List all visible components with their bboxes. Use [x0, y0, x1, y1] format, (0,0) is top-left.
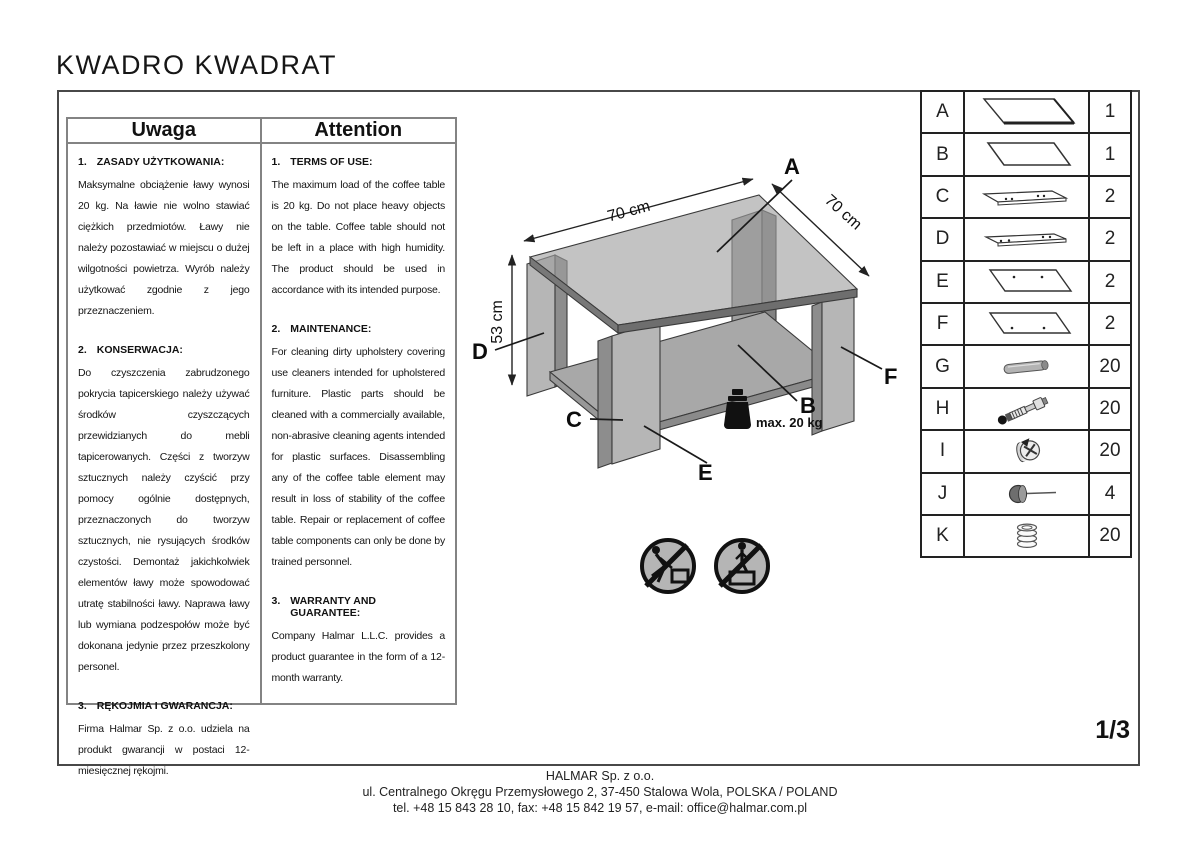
table-row: [922, 516, 1132, 558]
notice-section: 2. MAINTENANCE: For cleaning dirty upholstery covering use cleaners intended for upholstered furniture. Plastic parts should be cleaned with a commercially available, non-abrasive cleaning agents intended for plastic surfaces. Disassembling any of the coffee table element may result in loss of stability of the coffee table. Repair or replacement of coffee table components can only be done by trained personnel.: [272, 323, 446, 573]
section-body: Maksymalne obciążenie ławy wynosi 20 kg. Na ławie nie wolno stawiać ciężkich przedmiotów. Ławy nie należy pozostawiać w miejscu o dużej wilgotności powietrza. Wyrób należy użytkować zgodnie z jego przeznaczeniem.: [78, 179, 250, 317]
part-label: K: [922, 516, 965, 558]
table-row: [922, 431, 1132, 473]
part-qty: 2: [1090, 177, 1132, 219]
part-label: J: [922, 474, 965, 516]
table-row: [922, 262, 1132, 304]
sleeve-icon: [965, 516, 1090, 558]
cam-bolt-icon: [965, 389, 1090, 431]
part-qty: 2: [1090, 304, 1132, 346]
leg-panel-icon: [965, 262, 1090, 304]
section-body: Firma Halmar Sp. z o.o. udziela na produkt gwarancji w postaci 12-miesięcznej rękojmi.: [78, 723, 250, 777]
notice-section: 3. WARRANTY AND GUARANTEE: Company Halmar L.L.C. provides a product guarantee in the form of a 12-month warranty.: [272, 595, 446, 689]
page-number: 1/3: [1095, 716, 1130, 744]
part-label: G: [922, 346, 965, 388]
section-body: Company Halmar L.L.C. provides a product guarantee in the form of a 12-month warranty.: [271, 630, 445, 684]
part-qty: 20: [1090, 516, 1132, 558]
part-qty: 1: [1090, 92, 1132, 134]
part-qty: 1: [1090, 134, 1132, 176]
footer-contact: tel. +48 15 843 28 10, fax: +48 15 842 19 57, e-mail: office@halmar.com.pl: [392, 801, 808, 815]
part-label: A: [922, 92, 965, 134]
page-title: KWADRO KWADRAT: [56, 50, 337, 80]
notice-box: [66, 117, 457, 777]
part-label: E: [922, 262, 965, 304]
diagram-label-b: B: [800, 393, 816, 418]
table-row: [922, 304, 1132, 346]
diagram-label-e: E: [698, 460, 713, 485]
table-row: [922, 92, 1132, 134]
cam-lock-icon: [965, 431, 1090, 473]
table-row: [922, 134, 1132, 176]
top-panel-icon: [965, 92, 1090, 134]
footer-address: ul. Centralnego Okręgu Przemysłowego 2, 37-450 Stalowa Wola, POLSKA / POLAND: [362, 785, 838, 799]
part-label: B: [922, 134, 965, 176]
parts-table: [920, 90, 1132, 558]
shelf-panel-icon: [965, 134, 1090, 176]
diagram-label-d: D: [472, 339, 488, 364]
prohibition-signs: [632, 532, 782, 602]
max-load-label: max. 20 kg: [756, 415, 823, 430]
part-qty: 20: [1090, 346, 1132, 388]
section-body: The maximum load of the coffee table is 20 kg. Do not place heavy objects on the table. Coffee table should not be left in a place with high humidity. The product should be used in accordance with its intended purpose.: [271, 179, 445, 296]
part-qty: 2: [1090, 262, 1132, 304]
dimension-height-label: 53 cm: [489, 300, 506, 344]
notice-section: 3. RĘKOJMIA I GWARANCJA: Firma Halmar Sp. z o.o. udziela na produkt gwarancji w postaci 12-miesięcznej rękojmi.: [78, 700, 250, 782]
part-label: F: [922, 304, 965, 346]
table-row: [922, 177, 1132, 219]
table-row: [922, 389, 1132, 431]
part-label: D: [922, 219, 965, 261]
leg-panel-icon: [965, 304, 1090, 346]
no-leaning-icon: [642, 540, 694, 592]
part-label: I: [922, 431, 965, 473]
diagram-label-c: C: [566, 407, 582, 432]
diagram-label-a: A: [784, 154, 800, 179]
notice-section: 1. TERMS OF USE: The maximum load of the coffee table is 20 kg. Do not place heavy objects on the table. Coffee table should not be left in a place with high humidity. The product should be used in accordance with its intended purpose.: [272, 156, 446, 301]
notice-column-english: [262, 119, 456, 703]
section-body: Do czyszczenia zabrudzonego pokrycia tapicerskiego należy używać środków czyszczących przewidzianych do mebli tapicerowanych. Części z tworzyw sztucznych należy czyścić przy pomocy ogólnie dostępnych, przeznaczonych do tworzyw sztucznych, nie rysujących środków czystości. Demontaż jakichkolwiek elementów ławy może spowodować utratę stabilności ławy. Naprawa ławy lub wymiana podzespołów może być dokonana jedynie przez przeszkolony personel.: [78, 367, 250, 673]
section-body: For cleaning dirty upholstery covering use cleaners intended for upholstered furniture. Plastic parts should be cleaned with a commercially available, non-abrasive cleaning agents intended for plastic surfaces. Disassembling any of the coffee table element may result in loss of stability of the coffee table. Repair or replacement of coffee table components can only be done by trained personnel.: [271, 346, 445, 568]
dimension-width-label: 70 cm: [605, 197, 653, 226]
part-qty: 20: [1090, 389, 1132, 431]
notice-header-pl: Uwaga: [68, 119, 260, 144]
rail-strip-icon: [965, 177, 1090, 219]
no-standing-icon: [716, 540, 768, 592]
table-row: [922, 219, 1132, 261]
part-qty: 2: [1090, 219, 1132, 261]
coffee-table-diagram: [470, 140, 910, 490]
table-row: [922, 474, 1132, 516]
part-label: C: [922, 177, 965, 219]
part-qty: 4: [1090, 474, 1132, 516]
notice-header-en: Attention: [262, 119, 456, 144]
wooden-dowel-icon: [965, 346, 1090, 388]
notice-section: 2. KONSERWACJA: Do czyszczenia zabrudzonego pokrycia tapicerskiego należy używać środków czyszczących przewidzianych do mebli tapicerowanych. Części z tworzyw sztucznych należy czyścić przy pomocy ogólnie dostępnych, przeznaczonych do tworzyw sztucznych, nie rysujących środków czystości. Demontaż jakichkolwiek elementów ławy może spowodować utratę stabilności ławy. Naprawa ławy lub wymiana podzespołów może być dokonana jedynie przez przeszkolony personel.: [78, 344, 250, 678]
footer-company: HALMAR Sp. z o.o.: [545, 769, 655, 783]
footer: [0, 768, 1200, 816]
table-row: [922, 346, 1132, 388]
pin-glide-icon: [965, 474, 1090, 516]
diagram-label-f: F: [884, 364, 898, 389]
part-qty: 20: [1090, 431, 1132, 473]
notice-section: 1. ZASADY UŻYTKOWANIA: Maksymalne obciążenie ławy wynosi 20 kg. Na ławie nie wolno stawiać ciężkich przedmiotów. Ławy nie należy pozostawiać w miejscu o dużej wilgotności powietrza. Wyrób należy użytkować zgodnie z jego przeznaczeniem.: [78, 156, 250, 322]
dimension-depth-label: 70 cm: [821, 191, 865, 234]
part-label: H: [922, 389, 965, 431]
rail-strip-icon: [965, 219, 1090, 261]
notice-column-polish: [68, 119, 262, 777]
